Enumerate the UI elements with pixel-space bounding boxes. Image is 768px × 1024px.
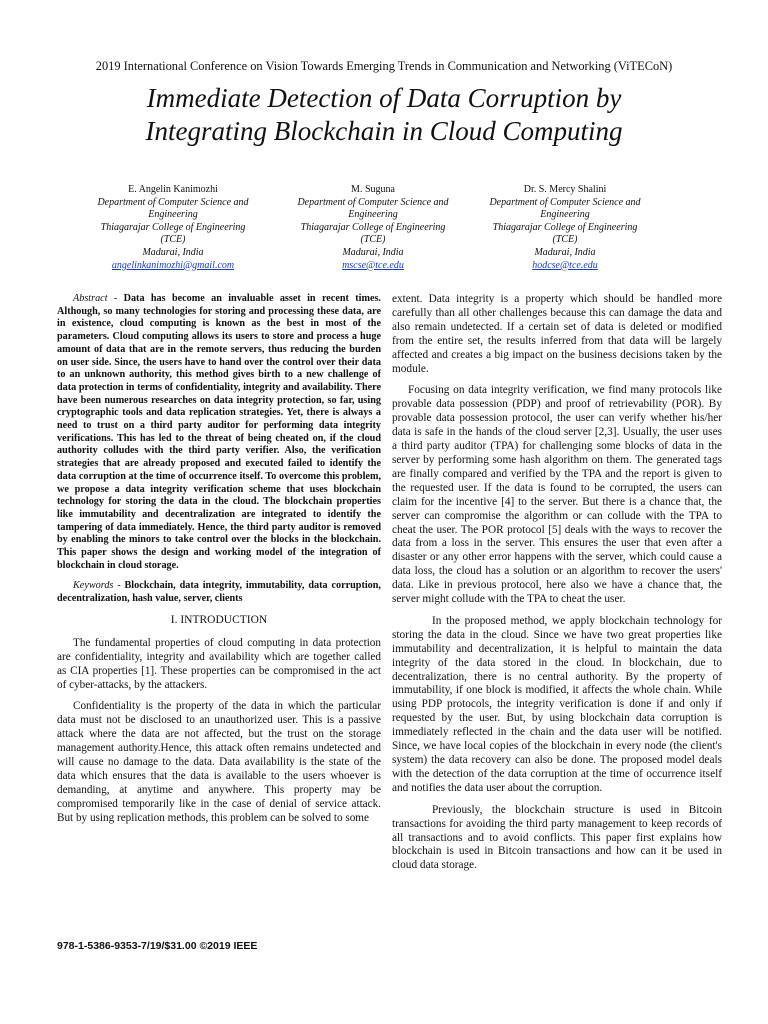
author-college: Thiagarajar College of Engineering [300, 221, 446, 233]
conference-header: 2019 International Conference on Vision Towards Emerging Trends in Communication and Networking (ViTECoN) [95, 59, 673, 73]
keywords [57, 580, 381, 605]
body-paragraph: Confidentiality is the property of the data in which the particular data must not be disclosed to an unauthorized user. This is a passive attack where the data are not affected, but the trust on the storage management authority.Hence, this attack often remains undetected and will cause no damage to the data. Data availability is the state of the data which ensures that the data is available to the users whoever is demanding, at anytime and anywhere. This property may be compromised temporarily like in the case of denial of service attack. But by using replication methods, this problem can be solved to some [57, 700, 381, 824]
abstract-label: Abstract [73, 293, 108, 304]
right-column [392, 293, 722, 881]
author-location: Madurai, India [342, 246, 404, 258]
author-college: (TCE) [360, 234, 386, 246]
author-college: (TCE) [552, 234, 578, 246]
author-dept: Department of Computer Science and [97, 196, 249, 208]
keywords-dash: - [113, 580, 125, 592]
author-3 [470, 184, 660, 272]
author-dept: Department of Computer Science and [297, 196, 449, 208]
author-email-link[interactable]: mscse@tce.edu [342, 259, 404, 271]
section-heading-introduction: I. INTRODUCTION [170, 613, 268, 626]
paper-title [60, 82, 708, 148]
author-email-link[interactable]: angelinkanimozhi@gmail.com [111, 259, 235, 271]
title-line-1: Immediate Detection of Data Corruption by [146, 83, 622, 113]
author-college: (TCE) [160, 234, 186, 246]
author-dept: Engineering [540, 209, 590, 221]
body-paragraph: extent. Data integrity is a property which should be handled more carefully than all other challenges because this can damage the data and also remain undetected. If a certain set of data is deleted or modified from the entire set, the results inferred from that data will be largely affected and creates a big impact on the business decisions taken by the module. [392, 293, 722, 375]
abstract [57, 293, 381, 572]
author-dept: Engineering [148, 209, 198, 221]
author-2 [278, 184, 468, 272]
author-name: Dr. S. Mercy Shalini [523, 184, 607, 195]
body-paragraph: In the proposed method, we apply blockchain technology for storing the data in the cloud. Since we have two great properties like immutability and decentralization, it is helpful to maintain the data integrity of the data stored in the cloud. In blockchain, due to decentralization, there is no central authority. By the property of immutability, if one block is modified, it affects the whole chain. While using PDP protocols, the integrity verification is done if and only if requested by the user. But, by using blockchain data corruption is immediately reflected in the chain and the data user will be notified. Since, we have local copies of the blockchain in every node (the client's system) the data recovery can also be done. The proposed model deals with the detection of the data corruption at the time of occurrence itself and notifies the data user about the corruption. [392, 614, 722, 794]
author-name: M. Suguna [351, 184, 395, 195]
author-college: Thiagarajar College of Engineering [492, 221, 638, 233]
author-location: Madurai, India [534, 246, 596, 258]
abstract-dash: - [107, 293, 124, 304]
author-name: E. Angelin Kanimozhi [128, 184, 218, 195]
keywords-label: Keywords [73, 580, 114, 592]
left-column [57, 293, 381, 834]
author-1 [78, 184, 268, 272]
title-line-2: Integrating Blockchain in Cloud Computing [145, 116, 623, 146]
body-paragraph: The fundamental properties of cloud computing in data protection are confidentiality, integrity and availability which are together called as CIA properties [1]. These properties can be compromised in the act of cyber-attacks, by the attackers. [57, 636, 381, 691]
author-dept: Department of Computer Science and [489, 196, 641, 208]
body-paragraph: Previously, the blockchain structure is used in Bitcoin transactions for avoiding the third party management to keep records of all transactions and to avoid conflicts. This paper first explains how blockchain is used in Bitcoin transactions and how can it be used in cloud data storage. [392, 803, 722, 872]
author-college: Thiagarajar College of Engineering [100, 221, 246, 233]
author-location: Madurai, India [142, 246, 204, 258]
keywords-text: Blockchain, data integrity, immutability, data corruption, decentralization, hash value, server, clients [57, 580, 381, 605]
copyright-footer: 978-1-5386-9353-7/19/$31.00 ©2019 IEEE [57, 940, 258, 952]
body-paragraph: Focusing on data integrity verification, we find many protocols like provable data possession (PDP) and proof of retrievability (POR). By provable data possession protocol, the user can verify whether his/her data is safe in the hands of the cloud server [2,3]. Usually, the user uses a third party auditor (TPA) for challenging some blocks of data in the server by performing some hash algorithm on them. The generated tags are finally compared and verified by the TPA and the report is given to the requested user. If the data is found to be corrupted, the users can claim for the incentive [4] to the server. But there is a chance that, the server can compromise the algorithm or can collude with the TPA to cheat the user. The POR protocol [5] deals with the ways to recover the data from a loss in the server. This ensures the user that even after a disaster or any other error happens with the server, which could cause a data loss, the cloud has a solution or an algorithm to recover the users' data. Like in previous protocol, here also we have a chance that, the server might collude with the TPA to cheat the user. [392, 384, 722, 606]
author-email-link[interactable]: hodcse@tce.edu [532, 259, 598, 271]
abstract-text: Data has become an invaluable asset in recent times. Although, so many technologies for storing and processing these data, are in existence, cloud computing is known as the best in most of the parameters. Cloud computing allows its users to store and process a huge amount of data that are in the remote servers, thus reducing the burden on user side. Since, the users have to hand over the control over their data to an unknown authority, this method gives birth to a new challenge of data protection in terms of confidentiality, integrity and availability. There have been numerous researches on data integrity protection, so far, using cryptographic tools and data replication strategies. Yet, there is always a need to trust on a third party auditor for performing data integrity verifications. This has led to the threat of being cheated on, if the cloud authority colludes with the third party verifier. Also, the verification strategies that are already proposed and executed failed to identify the data corruption at the time of occurrence itself. To overcome this problem, we propose a data integrity verification scheme that uses blockchain technology for storing the data in the cloud. The blockchain properties like immutability and decentralization are integrated to identify the tampering of data immediately. Hence, the third party auditor is removed by enabling the minors to take control over the blocks in the blockchain. This paper shows the design and working model of the integration of blockchain in cloud storage. [57, 293, 381, 571]
author-dept: Engineering [348, 209, 398, 221]
